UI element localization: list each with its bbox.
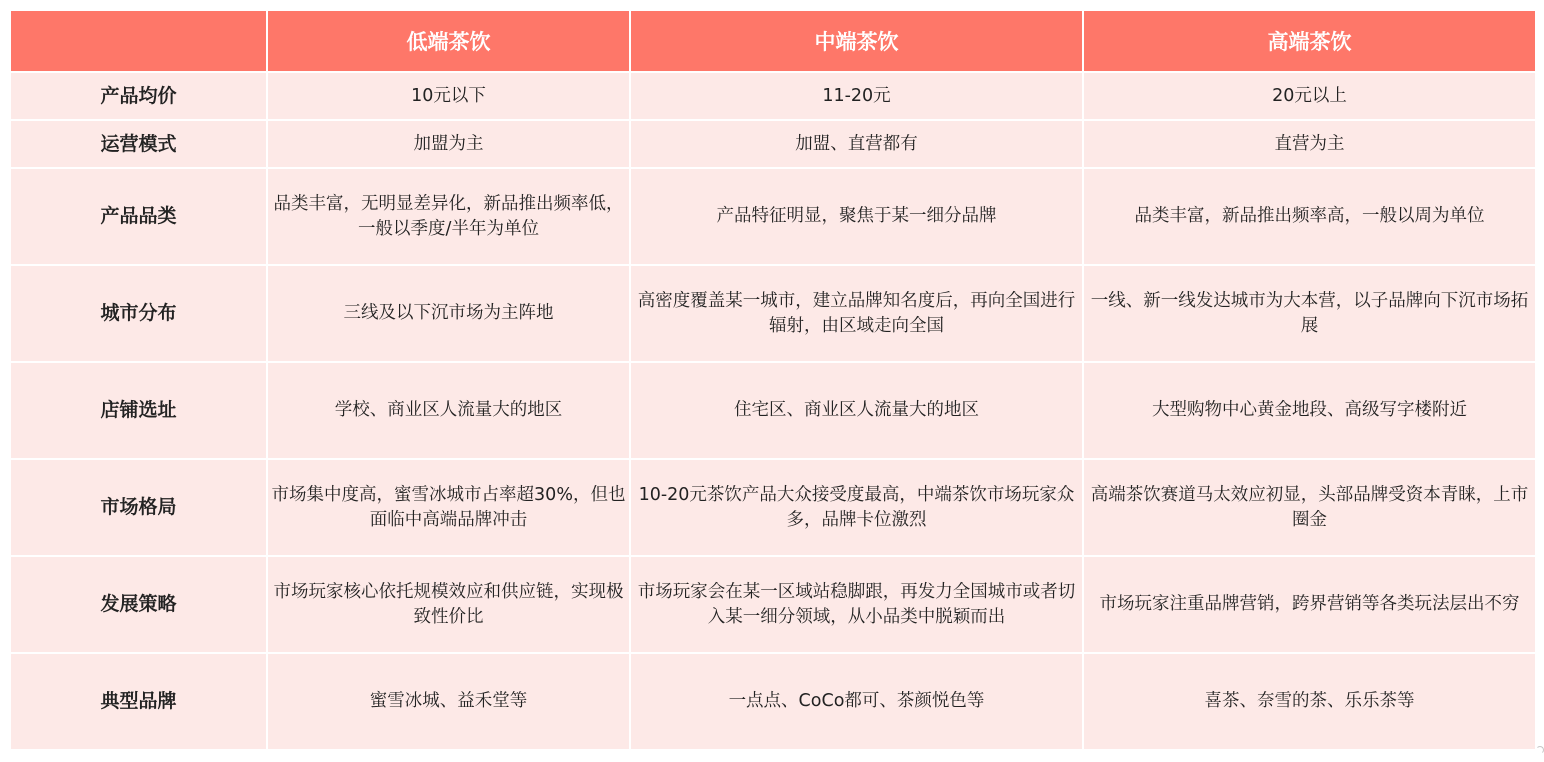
table-cell: 大型购物中心黄金地段、高级写字楼附近 [1083,362,1536,459]
row-label: 市场格局 [10,459,267,556]
table-cell: 学校、商业区人流量大的地区 [267,362,630,459]
table-row [10,653,1536,750]
table-cell: 20元以上 [1083,72,1536,120]
table-cell: 10元以下 [267,72,630,120]
row-label: 店铺选址 [10,362,267,459]
table-cell: 产品特征明显，聚焦于某一细分品牌 [630,168,1083,265]
table-cell: 品类丰富，新品推出频率高，一般以周为单位 [1083,168,1536,265]
row-label: 运营模式 [10,120,267,168]
resize-handle-icon [1536,746,1544,754]
row-label: 发展策略 [10,556,267,653]
row-label: 城市分布 [10,265,267,362]
header-row [10,10,1536,72]
table-row [10,459,1536,556]
header-high-end: 高端茶饮 [1083,10,1536,72]
table-cell: 高密度覆盖某一城市，建立品牌知名度后，再向全国进行辐射，由区域走向全国 [630,265,1083,362]
table-cell: 三线及以下沉市场为主阵地 [267,265,630,362]
header-corner [10,10,267,72]
table-cell: 一点点、CoCo都可、茶颜悦色等 [630,653,1083,750]
table-row [10,362,1536,459]
table-row [10,120,1536,168]
row-label: 产品均价 [10,72,267,120]
table-cell: 加盟为主 [267,120,630,168]
table-row [10,72,1536,120]
table-cell: 一线、新一线发达城市为大本营，以子品牌向下沉市场拓展 [1083,265,1536,362]
table-cell: 市场玩家注重品牌营销，跨界营销等各类玩法层出不穷 [1083,556,1536,653]
table-row [10,556,1536,653]
row-label: 典型品牌 [10,653,267,750]
header-mid-end: 中端茶饮 [630,10,1083,72]
table-cell: 高端茶饮赛道马太效应初显，头部品牌受资本青睐，上市圈金 [1083,459,1536,556]
row-label: 产品品类 [10,168,267,265]
table-row [10,168,1536,265]
tea-comparison-table [9,9,1537,751]
table-cell: 市场玩家会在某一区域站稳脚跟，再发力全国城市或者切入某一细分领域，从小品类中脱颖而出 [630,556,1083,653]
table-cell: 住宅区、商业区人流量大的地区 [630,362,1083,459]
table-row [10,265,1536,362]
table-cell: 11-20元 [630,72,1083,120]
header-low-end: 低端茶饮 [267,10,630,72]
table-cell: 品类丰富，无明显差异化，新品推出频率低，一般以季度/半年为单位 [267,168,630,265]
table-cell: 加盟、直营都有 [630,120,1083,168]
table-cell: 喜茶、奈雪的茶、乐乐茶等 [1083,653,1536,750]
table-cell: 10-20元茶饮产品大众接受度最高，中端茶饮市场玩家众多，品牌卡位激烈 [630,459,1083,556]
table-cell: 蜜雪冰城、益禾堂等 [267,653,630,750]
table-cell: 市场集中度高，蜜雪冰城市占率超30%，但也面临中高端品牌冲击 [267,459,630,556]
table-cell: 市场玩家核心依托规模效应和供应链，实现极致性价比 [267,556,630,653]
table-cell: 直营为主 [1083,120,1536,168]
